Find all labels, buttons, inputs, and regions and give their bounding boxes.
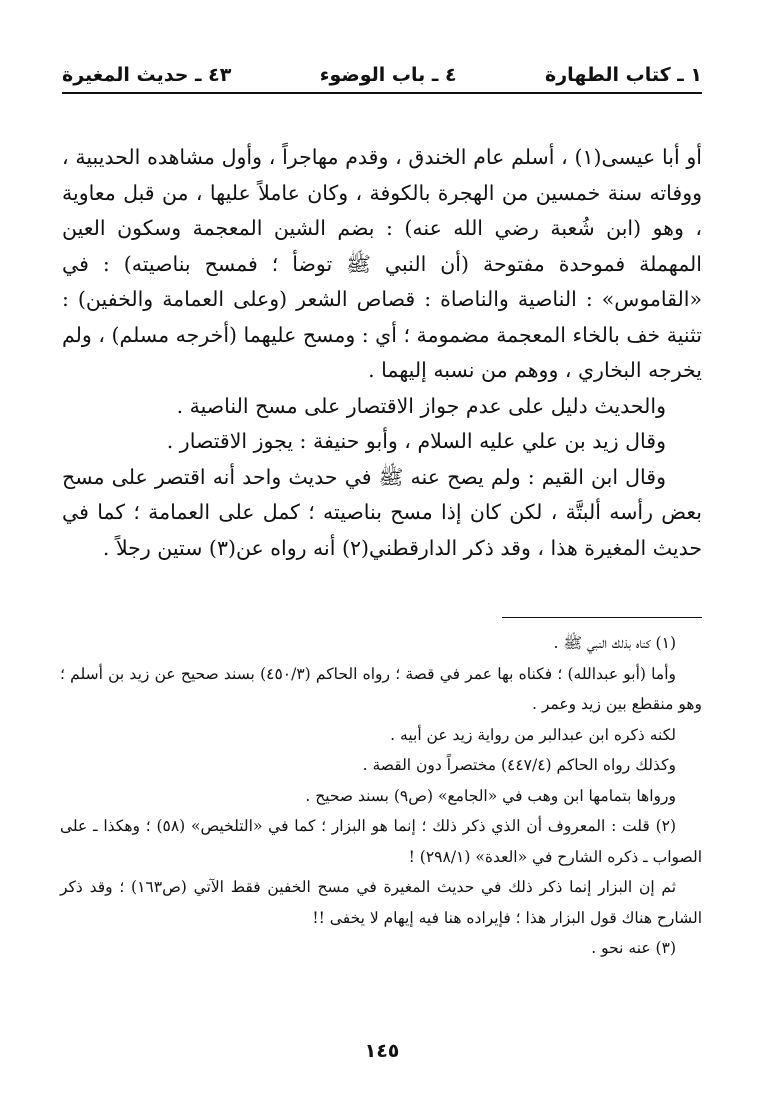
running-header bbox=[62, 58, 702, 94]
page-number: ١٤٥ bbox=[364, 1040, 400, 1062]
footnote-1-cont-4: ورواها بتمامها ابن وهب في «الجامع» (ص٩) بسند صحيح . bbox=[305, 786, 676, 805]
footnote-2-cont: ثم إن البزار إنما ذكر ذلك في حديث المغيرة في مسح الخفين فقط الآتي (ص١٦٣) ؛ وقد ذكر الشارح هناك قول البزار هذا ؛ فإيراده هنا فيه إيهام لا يخفى !! bbox=[60, 878, 702, 927]
footnote-1-cont-1: وأما (أبو عبدالله) ؛ فكناه بها عمر في قصة ؛ رواه الحاكم (٤٥٠/٣) بسند صحيح عن زيد بن أسلم ؛ وهو منقطع بين زيد وعمر . bbox=[60, 664, 702, 713]
header-book-title: ١ ـ كتاب الطهارة bbox=[545, 64, 702, 86]
main-paragraph-3: وقال زيد بن علي عليه السلام ، وأبو حنيفة : يجوز الاقتصار . bbox=[166, 429, 666, 453]
footnote-1: (١) كناه بذلك النبي ﷺ . bbox=[553, 634, 676, 652]
footnote-1-cont-2: لكنه ذكره ابن عبدالبر من رواية زيد عن أبيه . bbox=[390, 725, 676, 744]
footnote-1-cont-3: وكذلك رواه الحاكم (٤٤٧/٤) مختصراً دون القصة . bbox=[362, 756, 676, 774]
main-text bbox=[62, 140, 702, 566]
footnotes bbox=[60, 628, 702, 964]
footnote-3: (٣) عنه نحو . bbox=[591, 939, 676, 957]
header-hadith-title: ٤٣ ـ حديث المغيرة bbox=[62, 64, 232, 86]
main-paragraph-2: والحديث دليل على عدم جواز الاقتصار على مسح الناصية . bbox=[176, 393, 666, 418]
header-chapter-title: ٤ ـ باب الوضوء bbox=[319, 64, 457, 86]
main-paragraph-4: وقال ابن القيم : ولم يصح عنه ﷺ في حديث واحد أنه اقتصر على مسح بعض رأسه ألبتَّة ، لكن كان إذا مسح بناصيته ؛ كمل على العمامة ؛ كما في حديث المغيرة هذا ، وقد ذكر الدارقطني(٢) أنه رواه عن(٣) ستين رجلاً . bbox=[62, 464, 702, 560]
main-paragraph-1: أو أبا عيسى(١) ، أسلم عام الخندق ، وقدم مهاجراً ، وأول مشاهده الحديبية ، ووفاته سنة خمسين من الهجرة بالكوفة ، وكان عاملاً عليها ، من قبل معاوية ، وهو (ابن شُعبة رضي الله عنه) : بضم الشين المعجمة وسكون العين المهملة فموحدة مفتوحة (أن النبي ﷺ توضأ ؛ فمسح بناصيته) : في «القاموس» : الناصية والناصاة : قصاص الشعر (وعلى العمامة والخفين) : تثنية خف بالخاء المعجمة مضمومة ؛ أي : ومسح عليهما (أخرجه مسلم) ، ولم يخرجه البخاري ، ووهم من نسبه إليهما . bbox=[62, 145, 702, 382]
footnote-2: (٢) قلت : المعروف أن الذي ذكر ذلك ؛ إنما هو البزار ؛ كما في «التلخيص» (٥٨) ؛ وهكذا ـ على الصواب ـ ذكره الشارح في «العدة» (٢٩٨/١) ! bbox=[60, 817, 702, 866]
footnote-divider bbox=[502, 617, 702, 618]
